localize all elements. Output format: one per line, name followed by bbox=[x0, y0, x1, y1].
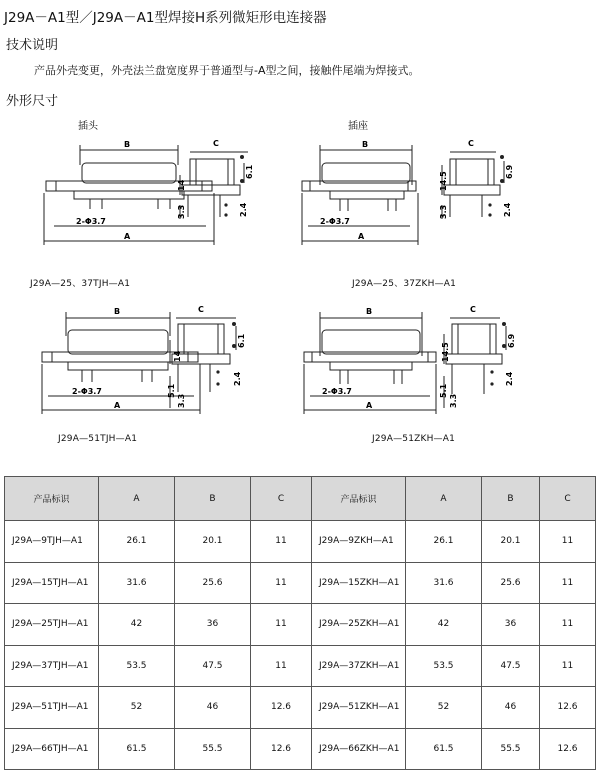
table-row bbox=[5, 687, 596, 729]
dim-label-2.4: 2.4 bbox=[239, 202, 248, 217]
page-title: J29A－A1型／J29A－A1型焊接H系列微矩形电连接器 bbox=[4, 10, 327, 26]
drawing-plug-25-37 bbox=[30, 135, 270, 250]
dim-label-hole: 2-Φ3.7 bbox=[320, 217, 350, 226]
table-cell: 36 bbox=[175, 604, 251, 646]
column-header: B bbox=[482, 477, 540, 521]
table-cell: 61.5 bbox=[99, 728, 175, 770]
table-cell: J29A—51TJH—A1 bbox=[5, 687, 99, 729]
dim-label-A: A bbox=[114, 401, 121, 410]
dim-label-2.4: 2.4 bbox=[505, 371, 514, 386]
dim-label-6.9: 6.9 bbox=[505, 164, 514, 179]
caption-plug-25-37: J29A—25、37TJH—A1 bbox=[30, 279, 131, 289]
dim-label-2.4: 2.4 bbox=[233, 371, 242, 386]
dim-label-C: C bbox=[213, 139, 219, 148]
dim-label-14.5: 14.5 bbox=[441, 342, 450, 362]
dim-label-3.3: 3.3 bbox=[177, 204, 186, 219]
table-row bbox=[5, 645, 596, 687]
dim-label-14.5: 14.5 bbox=[439, 171, 448, 191]
drawing-plug-51 bbox=[30, 300, 270, 420]
dim-label-C: C bbox=[198, 305, 204, 314]
dim-label-5.1: 5.1 bbox=[439, 383, 448, 398]
table-cell: 12.6 bbox=[540, 728, 596, 770]
table-cell: 11 bbox=[540, 604, 596, 646]
dim-label-B: B bbox=[114, 307, 121, 316]
table-cell: J29A—15ZKH—A1 bbox=[312, 562, 406, 604]
table-cell: 11 bbox=[251, 604, 312, 646]
table-cell: J29A—37ZKH—A1 bbox=[312, 645, 406, 687]
dim-label-C: C bbox=[468, 139, 474, 148]
table-row bbox=[5, 604, 596, 646]
column-header: C bbox=[251, 477, 312, 521]
dim-label-A: A bbox=[366, 401, 373, 410]
table-cell: 42 bbox=[406, 604, 482, 646]
table-cell: 11 bbox=[540, 521, 596, 563]
table-cell: 55.5 bbox=[482, 728, 540, 770]
table-cell: 31.6 bbox=[99, 562, 175, 604]
table-cell: 42 bbox=[99, 604, 175, 646]
dim-label-5.1: 5.1 bbox=[167, 383, 176, 398]
table-cell: 12.6 bbox=[251, 728, 312, 770]
drawing-socket-51 bbox=[300, 300, 540, 420]
dim-label-B: B bbox=[124, 140, 131, 149]
table-cell: 11 bbox=[251, 562, 312, 604]
column-header: 产品标识 bbox=[312, 477, 406, 521]
column-header: B bbox=[175, 477, 251, 521]
table-cell: 61.5 bbox=[406, 728, 482, 770]
table-row bbox=[5, 521, 596, 563]
caption-plug-51: J29A—51TJH—A1 bbox=[58, 434, 138, 444]
table-cell: 25.6 bbox=[175, 562, 251, 604]
dim-label-2.4: 2.4 bbox=[503, 202, 512, 217]
column-header: 产品标识 bbox=[5, 477, 99, 521]
dim-label-3.3: 3.3 bbox=[449, 393, 458, 408]
tech-description: 产品外壳变更，外壳法兰盘宽度界于普通型与-A型之间，接触件尾端为焊接式。 bbox=[34, 64, 420, 77]
table-cell: 20.1 bbox=[482, 521, 540, 563]
table-cell: J29A—51ZKH—A1 bbox=[312, 687, 406, 729]
table-cell: 36 bbox=[482, 604, 540, 646]
table-cell: 25.6 bbox=[482, 562, 540, 604]
dim-label-6.9: 6.9 bbox=[507, 333, 516, 348]
table-cell: J29A—15TJH—A1 bbox=[5, 562, 99, 604]
table-cell: 26.1 bbox=[406, 521, 482, 563]
dim-label-3.3: 3.3 bbox=[177, 393, 186, 408]
table-cell: 11 bbox=[540, 562, 596, 604]
table-cell: 55.5 bbox=[175, 728, 251, 770]
dim-label-hole: 2-Φ3.7 bbox=[76, 217, 106, 226]
column-header: C bbox=[540, 477, 596, 521]
plug-label: 插头 bbox=[78, 121, 98, 132]
spec-table bbox=[4, 476, 596, 770]
table-cell: 52 bbox=[99, 687, 175, 729]
table-cell: 47.5 bbox=[482, 645, 540, 687]
dim-label-B: B bbox=[366, 307, 373, 316]
drawing-socket-25-37 bbox=[300, 135, 540, 250]
socket-label: 插座 bbox=[348, 121, 368, 132]
table-cell: J29A—25ZKH—A1 bbox=[312, 604, 406, 646]
table-cell: 53.5 bbox=[406, 645, 482, 687]
dimension-heading: 外形尺寸 bbox=[6, 94, 59, 109]
dim-label-14: 14 bbox=[177, 179, 186, 191]
table-cell: J29A—66ZKH—A1 bbox=[312, 728, 406, 770]
table-cell: 26.1 bbox=[99, 521, 175, 563]
dim-label-A: A bbox=[358, 232, 365, 241]
dim-label-hole: 2-Φ3.7 bbox=[72, 387, 102, 396]
table-cell: 46 bbox=[175, 687, 251, 729]
table-header-row bbox=[5, 477, 596, 521]
table-cell: J29A—9ZKH—A1 bbox=[312, 521, 406, 563]
dim-label-C: C bbox=[470, 305, 476, 314]
table-cell: 31.6 bbox=[406, 562, 482, 604]
table-cell: J29A—37TJH—A1 bbox=[5, 645, 99, 687]
table-cell: 12.6 bbox=[251, 687, 312, 729]
column-header: A bbox=[406, 477, 482, 521]
table-cell: 46 bbox=[482, 687, 540, 729]
table-cell: J29A—25TJH—A1 bbox=[5, 604, 99, 646]
table-cell: 47.5 bbox=[175, 645, 251, 687]
table-cell: 11 bbox=[251, 521, 312, 563]
table-cell: 20.1 bbox=[175, 521, 251, 563]
table-cell: 53.5 bbox=[99, 645, 175, 687]
dim-label-14: 14 bbox=[173, 350, 182, 362]
table-row bbox=[5, 562, 596, 604]
table-cell: 11 bbox=[251, 645, 312, 687]
table-cell: J29A—66TJH—A1 bbox=[5, 728, 99, 770]
caption-socket-25-37: J29A—25、37ZKH—A1 bbox=[352, 279, 457, 289]
dim-label-B: B bbox=[362, 140, 369, 149]
column-header: A bbox=[99, 477, 175, 521]
dim-label-A: A bbox=[124, 232, 131, 241]
dim-label-6.1: 6.1 bbox=[245, 164, 254, 179]
table-row bbox=[5, 728, 596, 770]
table-cell: 12.6 bbox=[540, 687, 596, 729]
table-cell: 52 bbox=[406, 687, 482, 729]
dim-label-hole: 2-Φ3.7 bbox=[322, 387, 352, 396]
tech-heading: 技术说明 bbox=[6, 38, 59, 53]
caption-socket-51: J29A—51ZKH—A1 bbox=[372, 434, 456, 444]
dim-label-6.1: 6.1 bbox=[237, 333, 246, 348]
table-cell: J29A—9TJH—A1 bbox=[5, 521, 99, 563]
dim-label-3.3: 3.3 bbox=[439, 204, 448, 219]
table-cell: 11 bbox=[540, 645, 596, 687]
